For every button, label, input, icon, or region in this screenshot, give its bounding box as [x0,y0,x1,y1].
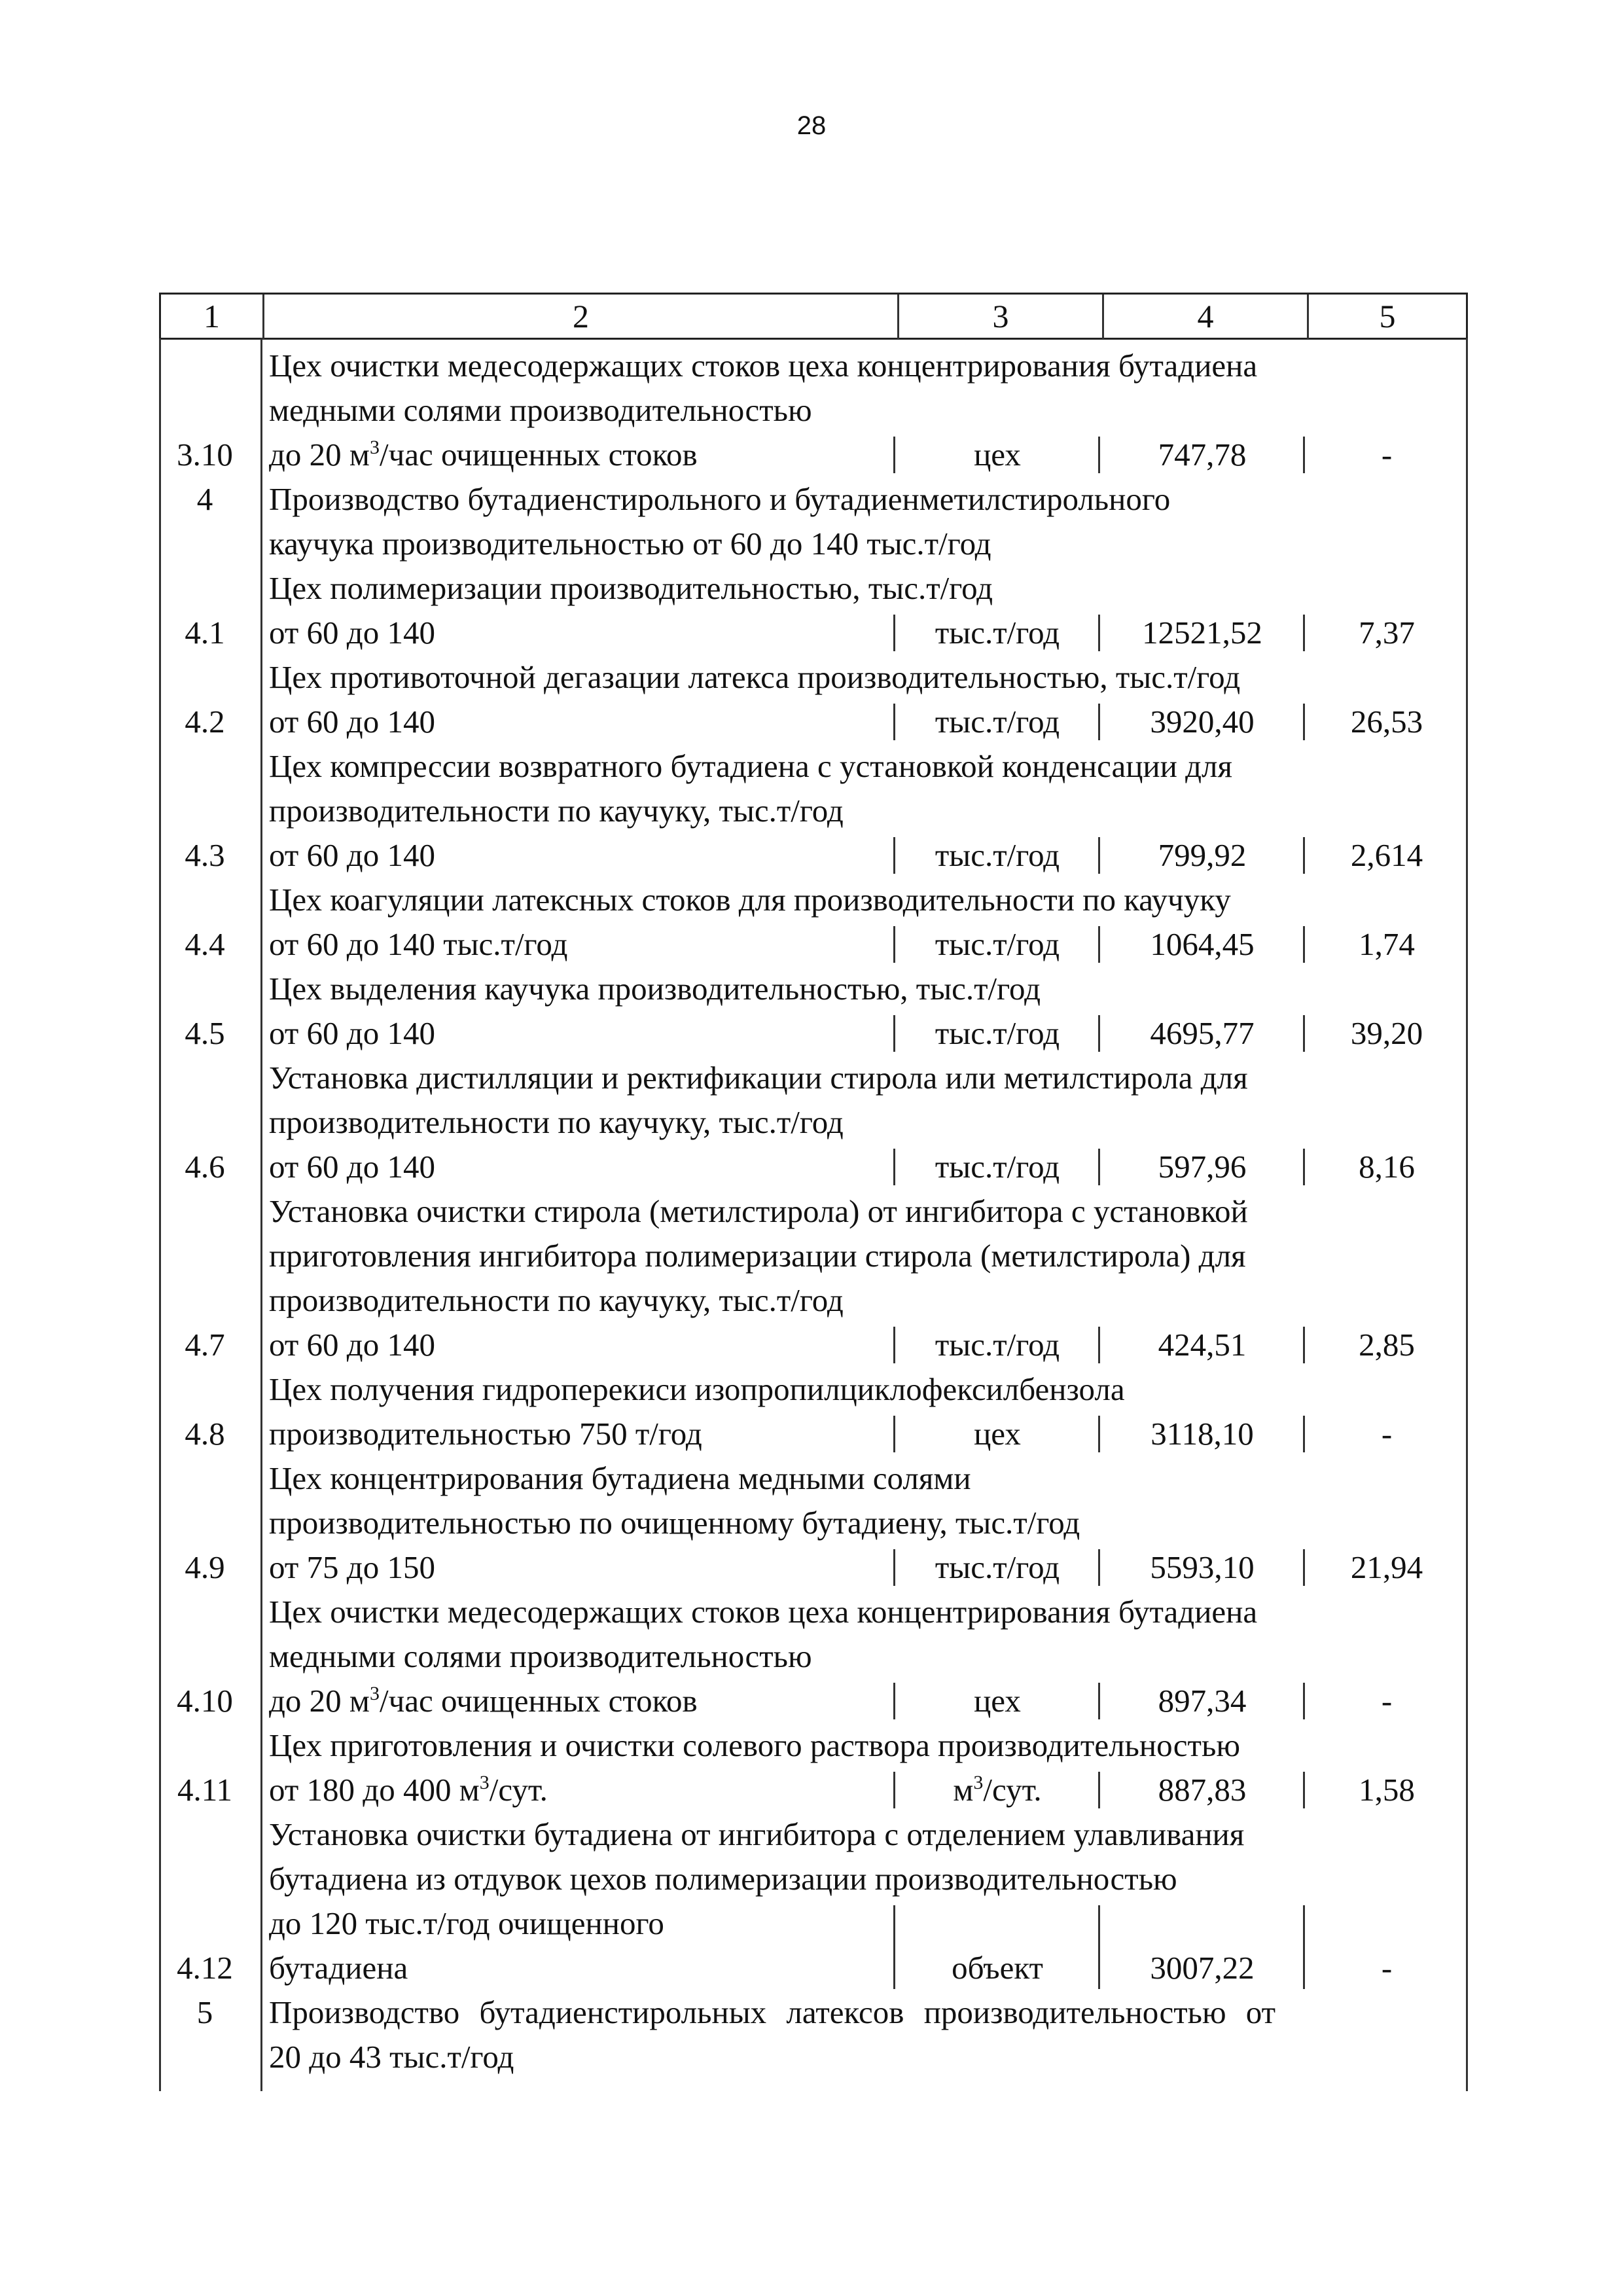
row-unit: тыс.т/год [935,615,1060,651]
row-description-line: медными солями производительностью [269,1638,812,1674]
row-unit: тыс.т/год [935,926,1060,962]
row-description-line: каучука производительностью от 60 до 140 тыс.т/год [269,526,991,562]
table-header-row [159,293,1468,340]
row-number: 5 [196,1994,213,2030]
cell-separator [893,1149,895,1185]
row-number: 4.4 [185,926,225,962]
row-unit: тыс.т/год [935,1015,1060,1051]
row-extra-value: - [1381,437,1393,473]
page-number: 28 [796,111,827,140]
row-description-line: Цех концентрирования бутадиена медными солями [269,1460,971,1496]
row-unit: тыс.т/год [935,1149,1060,1185]
row-number: 4.8 [185,1416,225,1452]
row-description-line: от 60 до 140 [269,1149,435,1185]
cell-separator [1098,1149,1100,1185]
row-description-line: от 60 до 140 тыс.т/год [269,926,568,962]
cell-separator [893,1905,895,1989]
row-description-line: Цех получения гидроперекиси изопропилциклофексилбензола [269,1371,1125,1407]
row-unit: цех [974,1683,1021,1719]
row-number: 3.10 [177,437,233,473]
row-extra-value: 39,20 [1350,1015,1423,1051]
row-value: 4695,77 [1150,1015,1255,1051]
cell-separator [1098,437,1100,473]
row-number: 4.11 [177,1772,232,1808]
row-number: 4.5 [185,1015,225,1051]
header-col-1: 1 [204,298,220,334]
cell-separator [1303,704,1305,740]
row-number: 4 [196,481,213,517]
cell-separator [1303,615,1305,651]
cell-separator [1303,1015,1305,1052]
row-number: 4.1 [185,615,225,651]
row-extra-value: 2,614 [1350,837,1423,873]
row-description-line: от 60 до 140 [269,1015,435,1051]
row-description-line: от 60 до 140 [269,837,435,873]
row-unit: тыс.т/год [935,1549,1060,1585]
row-description-line: приготовления ингибитора полимеризации стирола (метилстирола) для [269,1238,1246,1274]
row-extra-value: 7,37 [1359,615,1415,651]
cell-separator [1303,1416,1305,1452]
cell-separator [1303,1905,1305,1989]
row-number: 4.3 [185,837,225,873]
row-extra-value: - [1381,1416,1393,1452]
cell-separator [893,437,895,473]
row-description-line: от 60 до 140 [269,615,435,651]
row-number: 4.2 [185,704,225,740]
row-value: 3118,10 [1150,1416,1254,1452]
row-description-line: Производство бутадиенстирольных латексов производительностью от [269,1994,1276,2030]
row-description-line: Установка очистки бутадиена от ингибитора с отделением улавливания [269,1816,1245,1852]
data-table [159,293,1468,2091]
row-description-line: бутадиена из отдувок цехов полимеризации производительностью [269,1861,1177,1897]
row-value: 424,51 [1158,1327,1247,1363]
row-description-line: Цех приготовления и очистки солевого раствора производительностью [269,1727,1240,1763]
row-description-line: Цех противоточной дегазации латекса производительностью, тыс.т/год [269,659,1241,695]
row-description-line: Цех коагуляции латексных стоков для производительности по каучуку [269,882,1231,918]
row-extra-value: 1,58 [1359,1772,1415,1808]
row-number: 4.7 [185,1327,225,1363]
row-description-line: 20 до 43 тыс.т/год [269,2039,514,2075]
cell-separator [1303,437,1305,473]
row-description-line: медными солями производительностью [269,392,812,428]
cell-separator [893,1549,895,1586]
cell-separator [1303,1683,1305,1719]
cell-separator [893,1416,895,1452]
row-value: 897,34 [1158,1683,1247,1719]
cell-separator [1303,1549,1305,1586]
cell-separator [1098,704,1100,740]
row-description-line: бутадиена [269,1950,408,1986]
row-value: 12521,52 [1142,615,1262,651]
cell-separator [893,615,895,651]
col-divider-1 [260,338,262,2091]
row-description-line: до 120 тыс.т/год очищенного [269,1905,664,1941]
row-description-line: производительности по каучуку, тыс.т/год [269,793,844,829]
header-divider [262,295,264,339]
row-description-line: до 20 $м^3$/час очищенных стоков [269,1683,698,1719]
row-description-line: производительности по каучуку, тыс.т/год [269,1282,844,1318]
row-extra-value: 21,94 [1350,1549,1423,1585]
cell-separator [1098,1327,1100,1363]
cell-separator [1303,837,1305,874]
row-extra-value: - [1381,1950,1393,1986]
row-description-line: Цех очистки медесодержащих стоков цеха концентрирования бутадиена [269,1594,1258,1630]
header-divider [1102,295,1104,339]
superscript: 3 [369,437,380,458]
cell-separator [1098,837,1100,874]
header-divider [897,295,899,339]
row-value: 597,96 [1158,1149,1247,1185]
row-unit: тыс.т/год [935,837,1060,873]
header-col-2: 2 [573,298,589,334]
table-left-border [159,338,161,2091]
row-unit: тыс.т/год [935,704,1060,740]
header-divider [1307,295,1309,339]
row-description-line: от 75 до 150 [269,1549,435,1585]
row-value: 3007,22 [1150,1950,1255,1986]
row-value: 747,78 [1158,437,1247,473]
row-unit: тыс.т/год [935,1327,1060,1363]
row-description-line: производительностью по очищенному бутадиену, тыс.т/год [269,1505,1080,1541]
row-value: 799,92 [1158,837,1247,873]
row-extra-value: - [1381,1683,1393,1719]
cell-separator [1098,615,1100,651]
row-description-line: от 60 до 140 [269,1327,435,1363]
row-description-line: Установка очистки стирола (метилстирола) от ингибитора с установкой [269,1193,1248,1229]
row-extra-value: 2,85 [1359,1327,1415,1363]
superscript: 3 [973,1772,984,1793]
row-number: 4.12 [177,1950,233,1986]
cell-separator [1098,1015,1100,1052]
row-description-line: производительностью 750 т/год [269,1416,702,1452]
cell-separator [1303,1772,1305,1808]
superscript: 3 [369,1683,380,1704]
row-number: 4.10 [177,1683,233,1719]
cell-separator [1303,1149,1305,1185]
row-description-line: до 20 $м^3$/час очищенных стоков [269,437,698,473]
header-col-4: 4 [1197,298,1214,334]
cell-separator [1098,1416,1100,1452]
row-unit: $м^3$/сут. [953,1772,1042,1808]
cell-separator [893,837,895,874]
row-description-line: Цех компрессии возвратного бутадиена с установкой конденсации для [269,748,1233,784]
cell-separator [893,704,895,740]
row-description-line: от 180 до 400 $м^3$/сут. [269,1772,548,1808]
row-unit: цех [974,1416,1021,1452]
row-description-line: Производство бутадиенстирольного и бутадиенметилстирольного [269,481,1171,517]
cell-separator [893,1015,895,1052]
row-unit: цех [974,437,1021,473]
header-col-3: 3 [992,298,1009,334]
cell-separator [1098,1683,1100,1719]
row-extra-value: 8,16 [1359,1149,1415,1185]
cell-separator [1098,926,1100,963]
cell-separator [1303,926,1305,963]
cell-separator [1303,1327,1305,1363]
row-value: 1064,45 [1150,926,1255,962]
cell-separator [1098,1549,1100,1586]
row-number: 4.9 [185,1549,225,1585]
row-unit: объект [952,1950,1043,1986]
row-description-line: от 60 до 140 [269,704,435,740]
row-value: 5593,10 [1150,1549,1255,1585]
superscript: 3 [479,1772,490,1793]
row-description-line: Цех полимеризации производительностью, тыс.т/год [269,570,993,606]
cell-separator [1098,1905,1100,1989]
row-description-line: производительности по каучуку, тыс.т/год [269,1104,844,1140]
row-extra-value: 26,53 [1350,704,1423,740]
row-description-line: Цех очистки медесодержащих стоков цеха концентрирования бутадиена [269,348,1258,384]
cell-separator [893,926,895,963]
row-description-line: Цех выделения каучука производительностью, тыс.т/год [269,971,1041,1007]
row-number: 4.6 [185,1149,225,1185]
row-extra-value: 1,74 [1359,926,1415,962]
cell-separator [893,1683,895,1719]
cell-separator [1098,1772,1100,1808]
cell-separator [893,1772,895,1808]
row-value: 887,83 [1158,1772,1247,1808]
row-description-line: Установка дистилляции и ректификации стирола или метилстирола для [269,1060,1248,1096]
row-value: 3920,40 [1150,704,1255,740]
header-col-5: 5 [1379,298,1396,334]
cell-separator [893,1327,895,1363]
